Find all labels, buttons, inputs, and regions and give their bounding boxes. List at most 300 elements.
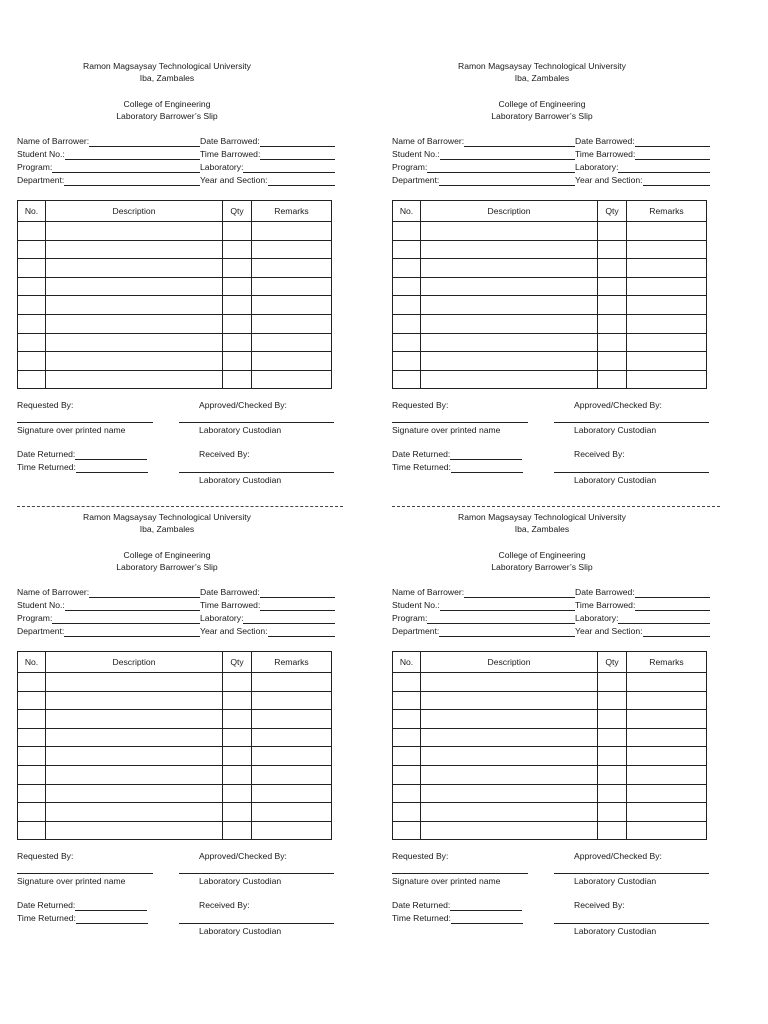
cell-remarks[interactable]: [627, 673, 707, 692]
cell-no[interactable]: [18, 821, 46, 840]
cell-qty[interactable]: [598, 370, 627, 389]
cell-description[interactable]: [421, 691, 598, 710]
date-returned-field[interactable]: [392, 449, 522, 460]
cell-no[interactable]: [18, 673, 46, 692]
cell-remarks[interactable]: [627, 803, 707, 822]
year-section-label: Year and Section:: [200, 626, 268, 636]
approved-by-line[interactable]: [554, 422, 709, 423]
cell-description[interactable]: [46, 370, 223, 389]
student-no-line[interactable]: [65, 149, 200, 160]
time-barrowed-line[interactable]: [260, 600, 335, 611]
cell-qty[interactable]: [223, 673, 252, 692]
approved-by-label: Approved/Checked By:: [199, 400, 287, 410]
cell-remarks[interactable]: [627, 710, 707, 729]
cell-description[interactable]: [421, 240, 598, 259]
cell-remarks[interactable]: [252, 296, 332, 315]
time-barrowed-line[interactable]: [260, 149, 335, 160]
borrower-name-field[interactable]: [17, 587, 200, 598]
department-field[interactable]: [392, 626, 575, 637]
cut-line-right: [392, 506, 720, 507]
col-header-qty: Qty: [223, 652, 252, 673]
time-returned-field[interactable]: [392, 462, 523, 473]
date-returned-label: Date Returned:: [392, 900, 451, 910]
department-field[interactable]: [392, 175, 575, 186]
cell-qty[interactable]: [223, 240, 252, 259]
requested-by-line[interactable]: [17, 422, 153, 423]
col-header-qty: Qty: [223, 201, 252, 222]
cell-description[interactable]: [421, 710, 598, 729]
cell-description[interactable]: [46, 765, 223, 784]
cell-no[interactable]: [393, 277, 421, 296]
cell-no[interactable]: [18, 314, 46, 333]
cell-no[interactable]: [18, 222, 46, 241]
borrower-name-line[interactable]: [89, 587, 200, 598]
cell-qty[interactable]: [598, 259, 627, 278]
approved-by-line[interactable]: [554, 873, 709, 874]
cell-description[interactable]: [46, 691, 223, 710]
cell-description[interactable]: [46, 314, 223, 333]
borrower-name-label: Name of Barrower:: [17, 136, 90, 146]
cell-description[interactable]: [46, 277, 223, 296]
cell-qty[interactable]: [598, 333, 627, 352]
borrower-name-field[interactable]: [392, 136, 575, 147]
cell-description[interactable]: [421, 747, 598, 766]
cell-remarks[interactable]: [627, 259, 707, 278]
cell-no[interactable]: [393, 352, 421, 371]
date-barrowed-field[interactable]: [200, 587, 335, 598]
cell-qty[interactable]: [223, 259, 252, 278]
time-barrowed-field[interactable]: [575, 149, 710, 160]
cell-qty[interactable]: [223, 691, 252, 710]
student-no-field[interactable]: [17, 600, 200, 611]
received-by-line[interactable]: [554, 472, 709, 473]
department-label: Department:: [392, 626, 440, 636]
cell-remarks[interactable]: [627, 370, 707, 389]
cell-no[interactable]: [393, 803, 421, 822]
table-row: [18, 370, 332, 389]
cell-remarks[interactable]: [252, 314, 332, 333]
cell-no[interactable]: [393, 314, 421, 333]
date-barrowed-label: Date Barrowed:: [575, 136, 635, 146]
received-by-line[interactable]: [179, 923, 334, 924]
info-row: [17, 626, 337, 638]
table-row: [393, 765, 707, 784]
department-line[interactable]: [439, 175, 575, 186]
cell-remarks[interactable]: [252, 784, 332, 803]
cell-no[interactable]: [393, 765, 421, 784]
cell-no[interactable]: [18, 691, 46, 710]
program-field[interactable]: [392, 613, 575, 624]
table-row: [393, 728, 707, 747]
college-header: [17, 98, 317, 122]
table-row: [393, 259, 707, 278]
student-no-field[interactable]: [392, 600, 575, 611]
table-row: [18, 691, 332, 710]
cell-qty[interactable]: [223, 765, 252, 784]
cell-remarks[interactable]: [627, 821, 707, 840]
cell-remarks[interactable]: [252, 765, 332, 784]
cell-description[interactable]: [421, 784, 598, 803]
laboratory-line[interactable]: [618, 162, 710, 173]
table-row: [393, 333, 707, 352]
cell-remarks[interactable]: [252, 821, 332, 840]
student-no-line[interactable]: [440, 600, 575, 611]
table-row: [18, 821, 332, 840]
laboratory-line[interactable]: [243, 162, 335, 173]
date-returned-field[interactable]: [392, 900, 522, 911]
college-name: College of Engineering: [498, 550, 586, 560]
time-barrowed-field[interactable]: [575, 600, 710, 611]
time-returned-field[interactable]: [17, 462, 148, 473]
date-barrowed-line[interactable]: [260, 136, 335, 147]
cell-description[interactable]: [421, 333, 598, 352]
cell-qty[interactable]: [598, 784, 627, 803]
info-row: [392, 175, 712, 187]
time-returned-field[interactable]: [392, 913, 523, 924]
cell-remarks[interactable]: [627, 333, 707, 352]
cell-description[interactable]: [421, 296, 598, 315]
table-row: [18, 728, 332, 747]
table-row: [393, 691, 707, 710]
cut-line-left: [17, 506, 343, 507]
time-returned-label: Time Returned:: [392, 913, 451, 923]
cell-description[interactable]: [46, 259, 223, 278]
student-no-field[interactable]: [392, 149, 575, 160]
cell-no[interactable]: [393, 747, 421, 766]
cell-remarks[interactable]: [252, 803, 332, 822]
cell-no[interactable]: [393, 333, 421, 352]
cell-description[interactable]: [46, 710, 223, 729]
borrower-name-line[interactable]: [464, 587, 575, 598]
cell-description[interactable]: [421, 673, 598, 692]
cell-description[interactable]: [46, 296, 223, 315]
cell-no[interactable]: [18, 277, 46, 296]
cell-no[interactable]: [393, 784, 421, 803]
signature-caption: Signature over printed name: [392, 876, 501, 886]
cell-no[interactable]: [393, 259, 421, 278]
cell-no[interactable]: [18, 747, 46, 766]
cell-remarks[interactable]: [627, 222, 707, 241]
received-by-line[interactable]: [554, 923, 709, 924]
time-returned-line[interactable]: [76, 462, 148, 473]
cell-remarks[interactable]: [252, 673, 332, 692]
slip: [392, 60, 722, 500]
cell-description[interactable]: [46, 333, 223, 352]
time-returned-line[interactable]: [451, 462, 523, 473]
approved-by-line[interactable]: [179, 873, 334, 874]
cell-qty[interactable]: [598, 821, 627, 840]
department-label: Department:: [17, 626, 65, 636]
cell-description[interactable]: [46, 747, 223, 766]
time-barrowed-line[interactable]: [635, 149, 710, 160]
time-barrowed-line[interactable]: [635, 600, 710, 611]
cell-qty[interactable]: [598, 314, 627, 333]
student-no-line[interactable]: [440, 149, 575, 160]
cell-no[interactable]: [393, 240, 421, 259]
date-returned-line[interactable]: [450, 900, 522, 911]
cell-qty[interactable]: [598, 710, 627, 729]
table-row: [393, 370, 707, 389]
cell-remarks[interactable]: [627, 765, 707, 784]
cell-description[interactable]: [421, 370, 598, 389]
requested-by-line[interactable]: [392, 422, 528, 423]
cell-no[interactable]: [393, 728, 421, 747]
cell-remarks[interactable]: [627, 352, 707, 371]
cell-qty[interactable]: [598, 803, 627, 822]
col-header-remarks: Remarks: [627, 652, 707, 673]
items-table: [392, 200, 707, 389]
cell-description[interactable]: [46, 728, 223, 747]
info-row: [392, 149, 712, 161]
cell-description[interactable]: [421, 821, 598, 840]
cell-no[interactable]: [18, 333, 46, 352]
cell-qty[interactable]: [598, 352, 627, 371]
date-barrowed-field[interactable]: [200, 136, 335, 147]
cell-no[interactable]: [393, 673, 421, 692]
date-barrowed-line[interactable]: [635, 136, 710, 147]
requested-by-line[interactable]: [392, 873, 528, 874]
cell-description[interactable]: [46, 821, 223, 840]
cell-qty[interactable]: [598, 728, 627, 747]
form-title: Laboratory Barrower’s Slip: [116, 111, 218, 121]
table-row: [393, 747, 707, 766]
cell-qty[interactable]: [223, 803, 252, 822]
cell-qty[interactable]: [598, 765, 627, 784]
cell-description[interactable]: [421, 728, 598, 747]
year-section-line[interactable]: [643, 626, 710, 637]
cell-qty[interactable]: [223, 710, 252, 729]
info-row: [392, 162, 712, 174]
cell-qty[interactable]: [598, 296, 627, 315]
form-title: Laboratory Barrower’s Slip: [116, 562, 218, 572]
cell-no[interactable]: [18, 728, 46, 747]
cell-no[interactable]: [18, 259, 46, 278]
cell-remarks[interactable]: [252, 259, 332, 278]
cell-no[interactable]: [393, 296, 421, 315]
program-line[interactable]: [52, 162, 200, 173]
table-row: [18, 747, 332, 766]
college-header: [17, 549, 317, 573]
cell-no[interactable]: [18, 296, 46, 315]
time-returned-line[interactable]: [76, 913, 148, 924]
cell-qty[interactable]: [223, 370, 252, 389]
year-section-label: Year and Section:: [200, 175, 268, 185]
date-barrowed-label: Date Barrowed:: [200, 587, 260, 597]
cell-description[interactable]: [46, 803, 223, 822]
cell-remarks[interactable]: [252, 710, 332, 729]
cell-description[interactable]: [46, 222, 223, 241]
date-barrowed-field[interactable]: [575, 587, 710, 598]
department-line[interactable]: [439, 626, 575, 637]
cell-remarks[interactable]: [252, 333, 332, 352]
cell-remarks[interactable]: [627, 691, 707, 710]
slip: [392, 511, 722, 951]
cell-remarks[interactable]: [252, 277, 332, 296]
requested-by-line[interactable]: [17, 873, 153, 874]
custodian-caption: Laboratory Custodian: [574, 876, 657, 886]
cell-remarks[interactable]: [252, 691, 332, 710]
slip: [17, 60, 347, 500]
table-row: [393, 240, 707, 259]
cell-qty[interactable]: [223, 784, 252, 803]
cell-qty[interactable]: [223, 296, 252, 315]
cell-remarks[interactable]: [627, 747, 707, 766]
custodian-caption: Laboratory Custodian: [199, 425, 282, 435]
student-no-line[interactable]: [65, 600, 200, 611]
time-barrowed-label: Time Barrowed:: [575, 600, 636, 610]
cell-no[interactable]: [18, 803, 46, 822]
student-no-field[interactable]: [17, 149, 200, 160]
cell-remarks[interactable]: [252, 240, 332, 259]
program-line[interactable]: [52, 613, 200, 624]
borrower-name-field[interactable]: [392, 587, 575, 598]
info-row: [392, 613, 712, 625]
signature-caption: Signature over printed name: [392, 425, 501, 435]
cell-remarks[interactable]: [252, 747, 332, 766]
date-barrowed-line[interactable]: [260, 587, 335, 598]
laboratory-field[interactable]: [575, 162, 710, 173]
cell-qty[interactable]: [598, 222, 627, 241]
cell-description[interactable]: [421, 352, 598, 371]
year-section-field[interactable]: [200, 626, 335, 637]
cell-no[interactable]: [393, 821, 421, 840]
col-header-description: Description: [421, 652, 598, 673]
date-returned-field[interactable]: [17, 900, 147, 911]
cell-remarks[interactable]: [252, 222, 332, 241]
program-label: Program:: [392, 613, 428, 623]
date-returned-line[interactable]: [75, 900, 147, 911]
cell-no[interactable]: [18, 784, 46, 803]
received-by-label: Received By:: [199, 449, 250, 459]
approved-by-line[interactable]: [179, 422, 334, 423]
cell-no[interactable]: [18, 765, 46, 784]
cell-no[interactable]: [18, 370, 46, 389]
student-no-label: Student No.:: [392, 149, 440, 159]
cell-no[interactable]: [393, 691, 421, 710]
cell-no[interactable]: [18, 352, 46, 371]
cell-remarks[interactable]: [627, 314, 707, 333]
program-field[interactable]: [17, 162, 200, 173]
time-returned-label: Time Returned:: [392, 462, 451, 472]
year-section-field[interactable]: [575, 626, 710, 637]
university-location: Iba, Zambales: [514, 73, 570, 83]
laboratory-field[interactable]: [200, 613, 335, 624]
cell-remarks[interactable]: [627, 728, 707, 747]
laboratory-label: Laboratory:: [575, 613, 619, 623]
table-row: [18, 259, 332, 278]
form-title: Laboratory Barrower’s Slip: [491, 562, 593, 572]
time-barrowed-field[interactable]: [200, 600, 335, 611]
cell-qty[interactable]: [223, 821, 252, 840]
cell-remarks[interactable]: [252, 728, 332, 747]
cell-description[interactable]: [46, 673, 223, 692]
cell-qty[interactable]: [223, 222, 252, 241]
year-section-line[interactable]: [643, 175, 710, 186]
cell-description[interactable]: [46, 352, 223, 371]
cell-qty[interactable]: [223, 728, 252, 747]
cell-description[interactable]: [421, 277, 598, 296]
laboratory-field[interactable]: [575, 613, 710, 624]
cell-no[interactable]: [18, 710, 46, 729]
laboratory-line[interactable]: [243, 613, 335, 624]
cell-remarks[interactable]: [627, 277, 707, 296]
cell-remarks[interactable]: [252, 352, 332, 371]
date-barrowed-field[interactable]: [575, 136, 710, 147]
department-line[interactable]: [64, 626, 200, 637]
cell-remarks[interactable]: [252, 370, 332, 389]
program-field[interactable]: [17, 613, 200, 624]
date-barrowed-line[interactable]: [635, 587, 710, 598]
cell-qty[interactable]: [223, 747, 252, 766]
cell-qty[interactable]: [598, 673, 627, 692]
cell-remarks[interactable]: [627, 296, 707, 315]
cell-qty[interactable]: [223, 277, 252, 296]
program-line[interactable]: [427, 613, 575, 624]
cell-no[interactable]: [393, 222, 421, 241]
cell-qty[interactable]: [223, 352, 252, 371]
cell-description[interactable]: [46, 240, 223, 259]
borrower-name-field[interactable]: [17, 136, 200, 147]
year-section-field[interactable]: [200, 175, 335, 186]
cell-qty[interactable]: [223, 314, 252, 333]
cell-description[interactable]: [421, 259, 598, 278]
info-row: [392, 600, 712, 612]
date-returned-line[interactable]: [450, 449, 522, 460]
college-name: College of Engineering: [498, 99, 586, 109]
department-field[interactable]: [17, 626, 200, 637]
college-name: College of Engineering: [123, 99, 211, 109]
university-header: [392, 511, 692, 535]
cell-remarks[interactable]: [627, 240, 707, 259]
cell-no[interactable]: [393, 710, 421, 729]
cell-qty[interactable]: [598, 240, 627, 259]
program-line[interactable]: [427, 162, 575, 173]
time-returned-line[interactable]: [451, 913, 523, 924]
department-line[interactable]: [64, 175, 200, 186]
laboratory-field[interactable]: [200, 162, 335, 173]
laboratory-line[interactable]: [618, 613, 710, 624]
cell-description[interactable]: [421, 765, 598, 784]
year-section-line[interactable]: [268, 626, 335, 637]
date-returned-line[interactable]: [75, 449, 147, 460]
cell-no[interactable]: [18, 240, 46, 259]
cell-description[interactable]: [421, 222, 598, 241]
time-returned-field[interactable]: [17, 913, 148, 924]
borrower-name-line[interactable]: [89, 136, 200, 147]
cell-remarks[interactable]: [627, 784, 707, 803]
borrower-name-line[interactable]: [464, 136, 575, 147]
cell-description[interactable]: [421, 314, 598, 333]
time-barrowed-field[interactable]: [200, 149, 335, 160]
university-name: Ramon Magsaysay Technological University: [83, 61, 251, 71]
department-field[interactable]: [17, 175, 200, 186]
received-by-label: Received By:: [199, 900, 250, 910]
cell-no[interactable]: [393, 370, 421, 389]
info-row: [17, 613, 337, 625]
cell-description[interactable]: [421, 803, 598, 822]
received-by-label: Received By:: [574, 900, 625, 910]
cell-qty[interactable]: [598, 747, 627, 766]
cell-description[interactable]: [46, 784, 223, 803]
year-section-line[interactable]: [268, 175, 335, 186]
cell-qty[interactable]: [598, 691, 627, 710]
date-returned-field[interactable]: [17, 449, 147, 460]
program-field[interactable]: [392, 162, 575, 173]
cell-qty[interactable]: [223, 333, 252, 352]
received-by-line[interactable]: [179, 472, 334, 473]
cell-qty[interactable]: [598, 277, 627, 296]
year-section-field[interactable]: [575, 175, 710, 186]
